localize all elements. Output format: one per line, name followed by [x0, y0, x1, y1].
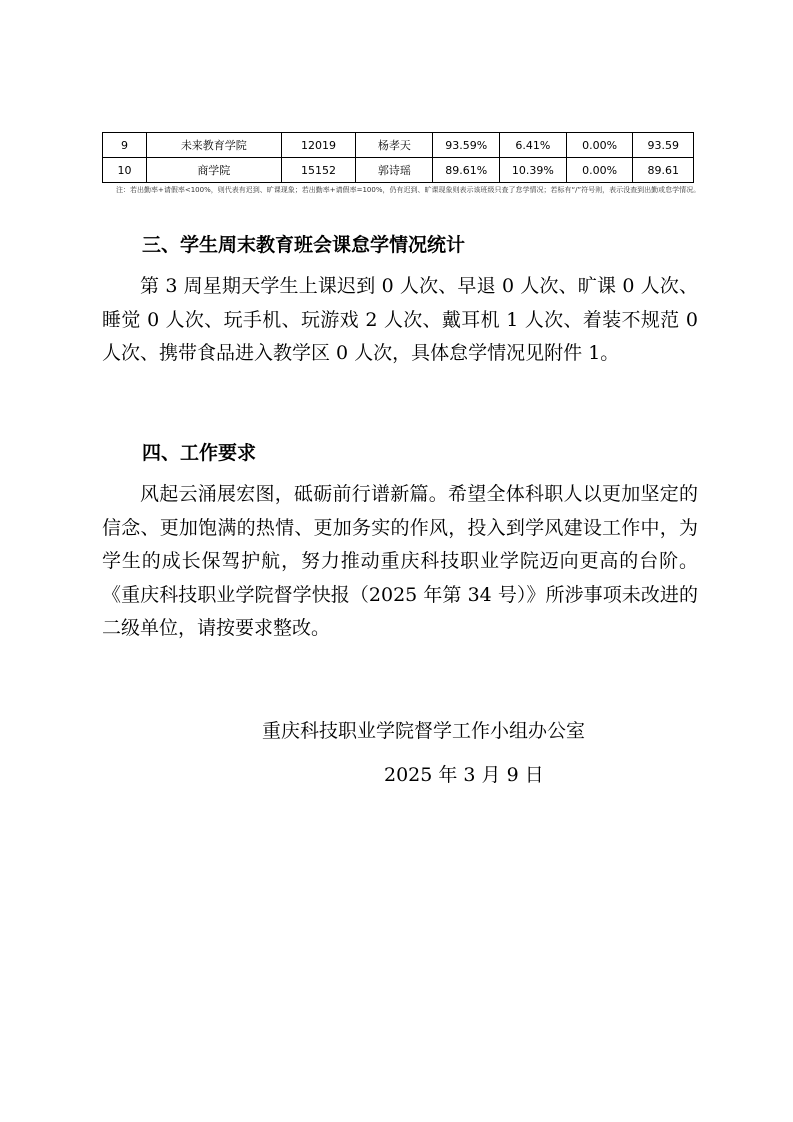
table-cell: 6.41% [500, 133, 567, 158]
table-row [103, 133, 694, 158]
section4-body: 风起云涌展宏图，砥砺前行谱新篇。希望全体科职人以更加坚定的信念、更加饱满的热情、更加务实的作风，投入到学风建设工作中，为学生的成长保驾护航，努力推动重庆科技职业学院迈向更高的台阶。《重庆科技职业学院督学快报（2025 年第 34 号）》所涉事项未改进的二级单位，请按要求整改。 [102, 483, 698, 639]
section3-body: 第 3 周星期天学生上课迟到 0 人次、早退 0 人次、旷课 0 人次、睡觉 0 人次、玩手机、玩游戏 2 人次、戴耳机 1 人次、着装不规范 0 人次、携带食品进入教学区 0 人次，具体怠学情况见附件 1。 [102, 275, 698, 364]
table-cell: 杨孝天 [356, 133, 433, 158]
table-footnote: 注：若出勤率+请假率<100%，则代表有迟到、旷课现象；若出勤率+请假率=100%，仍有迟到、旷课现象则表示该班级只查了怠学情况；若标有“/”符号则，表示没查到出勤或怠学情况。 [116, 186, 701, 194]
table-row [103, 158, 694, 183]
attendance-table [102, 132, 694, 183]
section4-heading: 四、工作要求 [142, 442, 257, 464]
table-cell: 93.59% [433, 133, 500, 158]
table-cell: 未来教育学院 [147, 133, 281, 158]
table-cell: 商学院 [147, 158, 281, 183]
table-cell: 10.39% [500, 158, 567, 183]
signature-date: 2025 年 3 月 9 日 [384, 764, 544, 786]
table-cell: 0.00% [566, 158, 633, 183]
table-cell: 9 [103, 133, 147, 158]
table-cell: 89.61% [433, 158, 500, 183]
table-cell: 12019 [281, 133, 356, 158]
signature-org: 重庆科技职业学院督学工作小组办公室 [262, 720, 586, 742]
table-cell: 89.61 [633, 158, 694, 183]
table-cell: 0.00% [566, 133, 633, 158]
table-cell: 93.59 [633, 133, 694, 158]
table-cell: 10 [103, 158, 147, 183]
table-cell: 郭诗瑶 [356, 158, 433, 183]
section3-heading: 三、学生周末教育班会课怠学情况统计 [142, 234, 466, 256]
table-cell: 15152 [281, 158, 356, 183]
